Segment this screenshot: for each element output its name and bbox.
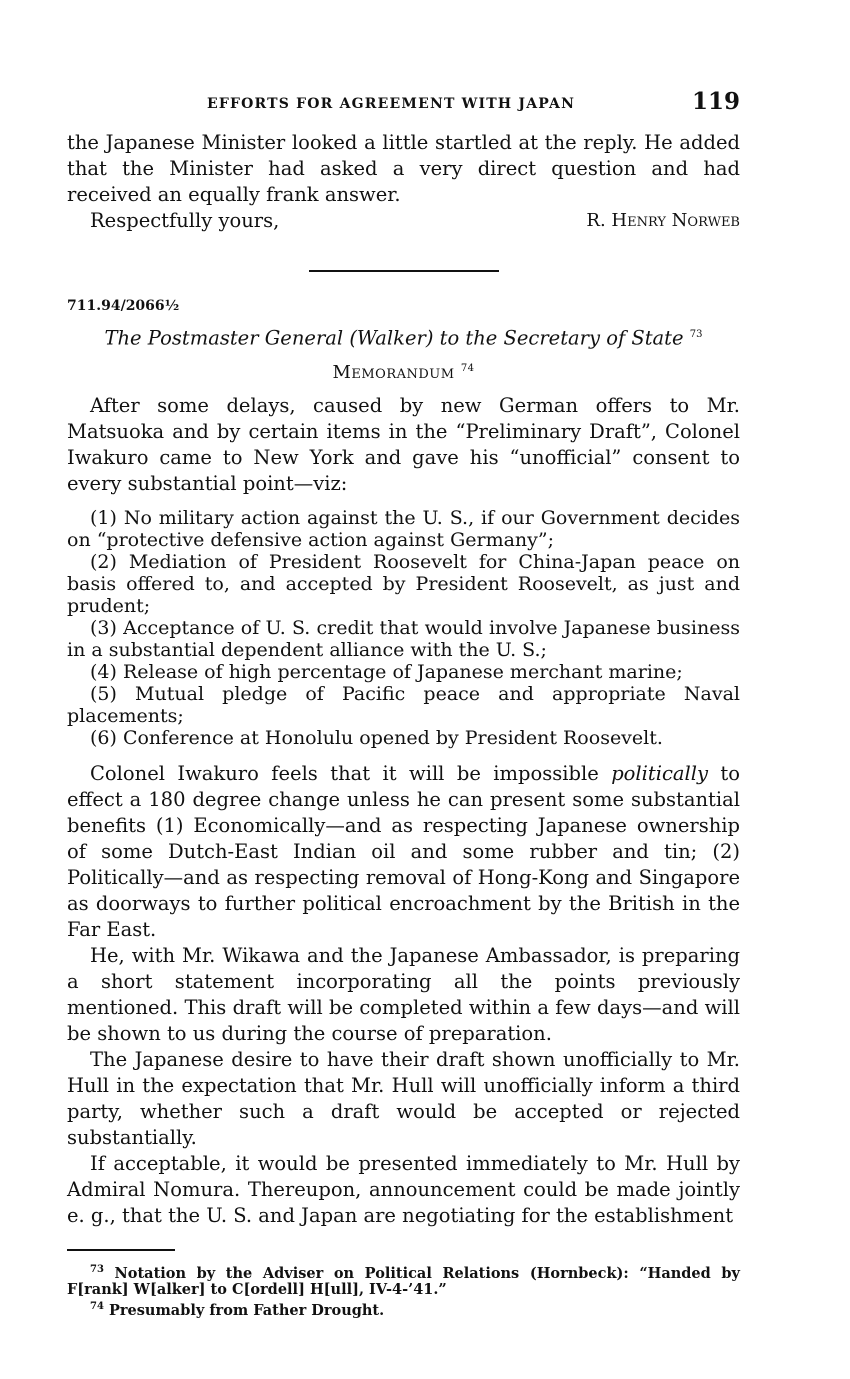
page-number: 119 xyxy=(691,88,740,115)
footnote-ref-73: 73 xyxy=(689,329,703,340)
paragraph-iwakuro-after: to effect a 180 degree change unless he can present some substantial benefits (1) Economically—and as respecting Japanese ownership of some Dutch-East Indian oil and some rubber and tin; (2) Politically—and as respecting removal of Hong-Kong and Singapore as doorways to further political encroachment by the British in the Far East. xyxy=(67,761,741,941)
paragraph-iwakuro-before: Colonel Iwakuro feels that it will be impossible xyxy=(90,761,612,785)
paragraph-statement: He, with Mr. Wikawa and the Japanese Ambassador, is preparing a short statement incorporating all the points previously mentioned. This draft will be completed within a few days—and will be shown to us during the course of preparation. xyxy=(67,943,740,1045)
book-page xyxy=(67,86,740,1319)
footnote xyxy=(67,1298,740,1319)
document-title xyxy=(67,322,740,352)
signoff xyxy=(67,208,740,236)
paragraph-iwakuro xyxy=(67,761,740,943)
document-heading-text: Memorandum xyxy=(332,361,455,383)
footnote-text: Notation by the Adviser on Political Relations (Hornbeck): “Handed by F[rank] W[alker] to C[ordell] H[ull], IV-4-’41.” xyxy=(67,1264,740,1299)
intro-paragraph: After some delays, caused by new German offers to Mr. Matsuoka and by certain items in the “Preliminary Draft”, Colonel Iwakuro came to New York and gave his “unofficial” consent to every substantial point—viz: xyxy=(67,393,740,495)
file-number: 711.94/2066½ xyxy=(67,298,180,314)
list-item: (6) Conference at Honolulu opened by President Roosevelt. xyxy=(90,726,663,749)
footnote-rule xyxy=(67,1249,175,1251)
footnote-marker: 73 xyxy=(90,1263,104,1275)
closing: Respectfully yours, xyxy=(90,209,280,232)
section-divider xyxy=(309,270,499,272)
footnote-text: Presumably from Father Drought. xyxy=(108,1302,385,1320)
footnote-ref-74: 74 xyxy=(460,362,475,374)
document-heading xyxy=(67,362,740,383)
document-title-text: The Postmaster General (Walker) to the Secretary of State xyxy=(104,326,684,350)
paragraph-desire: The Japanese desire to have their draft shown unofficially to Mr. Hull in the expectation that Mr. Hull will unofficially inform a third party, whether such a draft would be accepted or rejected substantially. xyxy=(67,1047,740,1149)
running-head xyxy=(67,86,740,122)
footnotes xyxy=(67,1261,740,1320)
opening-paragraph: the Japanese Minister looked a little startled at the reply. He added that the Minister had asked a very direct question and had received an equally frank answer. xyxy=(67,131,740,206)
footnote-marker: 74 xyxy=(90,1301,104,1313)
list-item: (3) Acceptance of U. S. credit that would involve Japanese business in a substantial dependent alliance with the U. S.; xyxy=(67,616,740,661)
list-item: (2) Mediation of President Roosevelt for China-Japan peace on basis offered to, and accepted by President Roosevelt, as just and prudent; xyxy=(67,550,740,617)
signature: R. Henry Norweb xyxy=(586,210,740,231)
list-item: (5) Mutual pledge of Pacific peace and appropriate Naval placements; xyxy=(67,682,740,727)
paragraph-iwakuro-emphasis: politically xyxy=(611,761,708,785)
running-title: EFFORTS FOR AGREEMENT WITH JAPAN xyxy=(207,96,576,112)
list-item: (4) Release of high percentage of Japanese merchant marine; xyxy=(90,660,683,683)
paragraph-acceptable: If acceptable, it would be presented immediately to Mr. Hull by Admiral Nomura. Thereupon, announcement could be made jointly e. g., that the U. S. and Japan are negotiating for the establishment xyxy=(67,1151,740,1227)
list-item: (1) No military action against the U. S., if our Government decides on “protective defensive action against Germany”; xyxy=(67,506,740,551)
points-list xyxy=(67,507,740,749)
footnote xyxy=(67,1261,740,1299)
